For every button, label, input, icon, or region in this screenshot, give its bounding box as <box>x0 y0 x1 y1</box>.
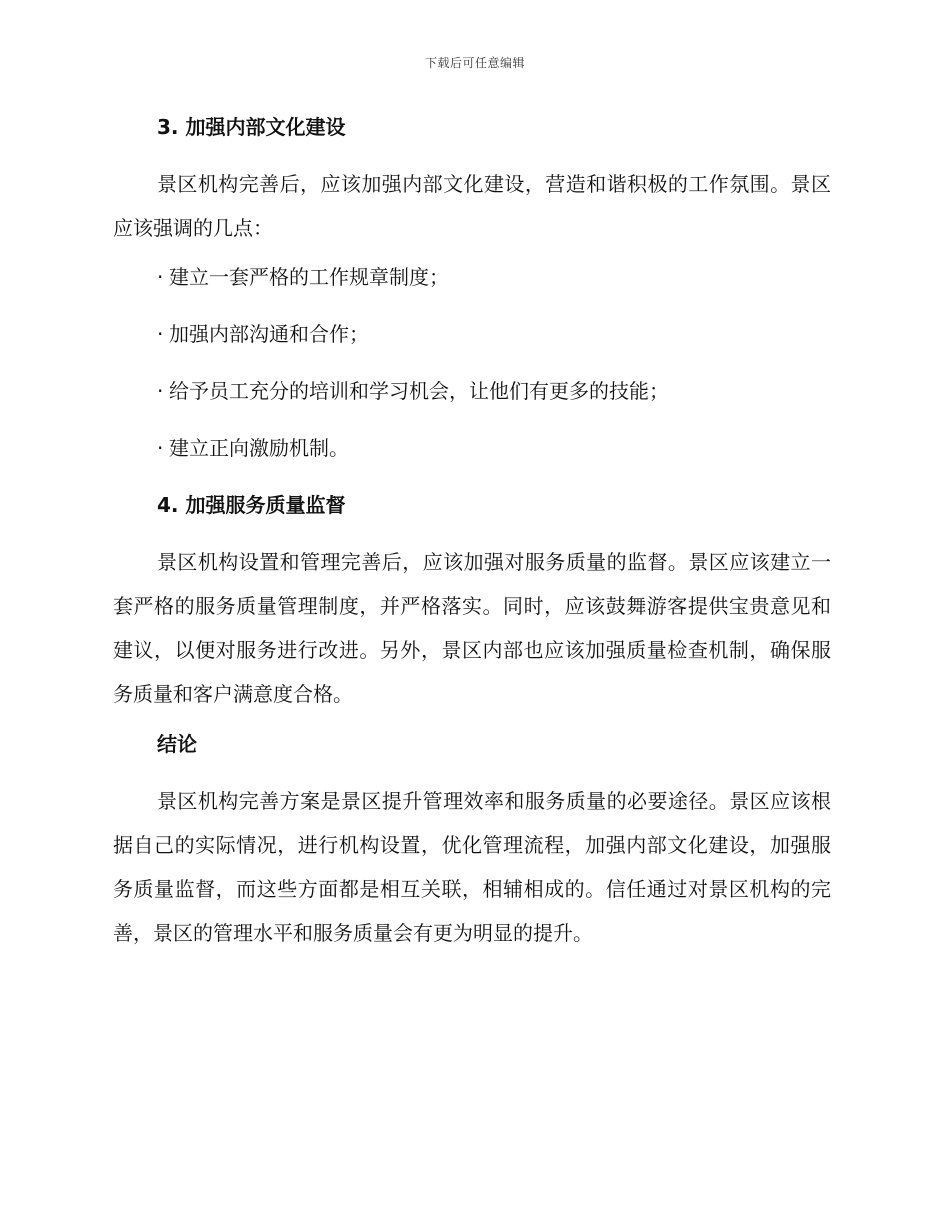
section-heading-conclusion: 结论 <box>157 732 197 756</box>
bullet-text: 建立正向激励机制。 <box>169 436 349 460</box>
bullet-text: 给予员工充分的培训和学习机会，让他们有更多的技能； <box>169 379 669 403</box>
section-heading-quality: 4. 加强服务质量监督 <box>157 493 346 517</box>
section-heading-culture: 3. 加强内部文化建设 <box>157 115 346 139</box>
bullet-dot-icon: · <box>157 265 164 289</box>
header-note: 下载后可任意编辑 <box>424 56 525 70</box>
bullet-text: 建立一套严格的工作规章制度； <box>169 265 449 289</box>
bullet-dot-icon: · <box>157 379 164 403</box>
bullet-dot-icon: · <box>157 322 164 346</box>
document-body <box>113 112 831 967</box>
section-paragraph-conclusion: 景区机构完善方案是景区提升管理效率和服务质量的必要途径。景区应该根据自己的实际情况，进行机构设置，优化管理流程，加强内部文化建设，加强服务质量监督，而这些方面都是相互关联，相辅相成的。信任通过对景区机构的完善，景区的管理水平和服务质量会有更为明显的提升。 <box>113 789 831 945</box>
bullet-item <box>113 319 831 349</box>
bullet-item <box>113 376 831 406</box>
bullet-item <box>113 262 831 292</box>
bullet-item <box>113 433 831 463</box>
section-paragraph-quality: 景区机构设置和管理完善后，应该加强对服务质量的监督。景区应该建立一套严格的服务质量管理制度，并严格落实。同时，应该鼓舞游客提供宝贵意见和建议，以便对服务进行改进。另外，景区内部也应该加强质量检查机制，确保服务质量和客户满意度合格。 <box>113 550 831 706</box>
bullet-text: 加强内部沟通和合作； <box>169 322 369 346</box>
bullet-dot-icon: · <box>157 436 164 460</box>
section-paragraph-culture: 景区机构完善后，应该加强内部文化建设，营造和谐积极的工作氛围。景区应该强调的几点： <box>113 172 831 240</box>
